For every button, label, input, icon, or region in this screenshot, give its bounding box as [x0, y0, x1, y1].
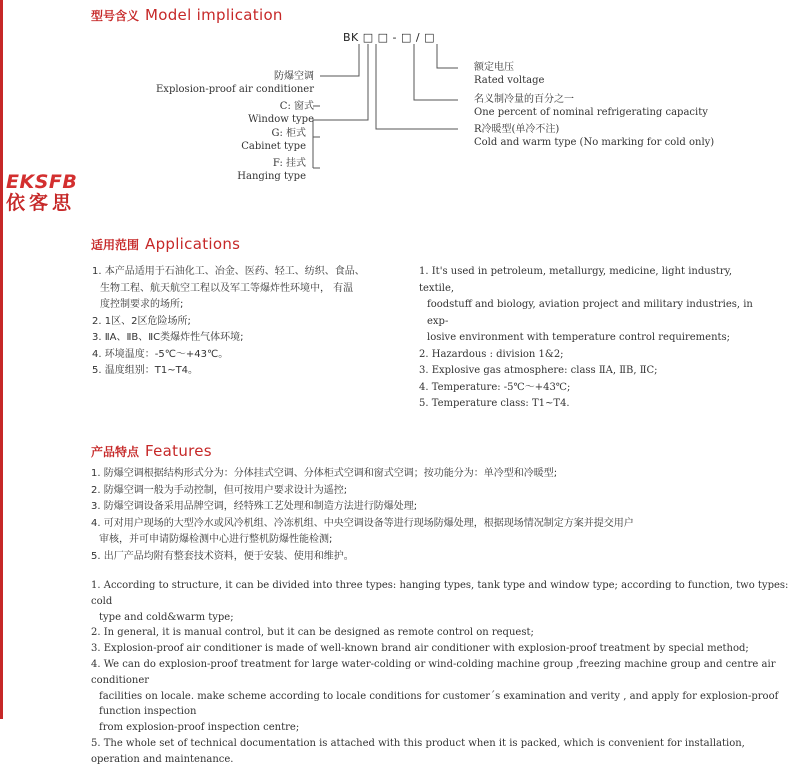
connector-capacity	[414, 44, 458, 100]
brand-logo	[6, 172, 77, 214]
label-cabinet-type	[241, 127, 306, 153]
section-title-zh: 型号含义	[91, 9, 140, 23]
list-item-line: 5. Temperature class: T1~T4.	[419, 398, 570, 409]
list-item	[91, 736, 791, 768]
label-zh: G: 柜式	[271, 128, 306, 139]
list-item	[92, 330, 402, 347]
list-item-line: 5. 出厂产品均附有整套技术资料，便于安装、使用和维护。	[91, 550, 354, 562]
label-zh: 防爆空调	[274, 71, 314, 82]
list-item-line: 1. 本产品适用于石油化工、冶金、医药、轻工、纺织、食品、	[92, 266, 365, 277]
section-title-features	[91, 441, 212, 460]
label-en: Rated voltage	[474, 75, 545, 86]
label-window-type	[248, 100, 314, 126]
label-en: Window type	[248, 114, 314, 125]
list-item-line: 5. 温度组别：T1~T4。	[92, 365, 199, 376]
label-explosion-proof	[156, 70, 314, 96]
list-item-continuation: losive environment with temperature control requirements;	[427, 332, 731, 343]
label-zh: 名义制冷量的百分之一	[474, 94, 574, 105]
list-item	[91, 625, 791, 641]
list-item-continuation: type and cold&warm type;	[99, 611, 234, 623]
list-item	[91, 466, 781, 483]
list-item-continuation: foodstuff and biology, aviation project and military industries, in exp-	[427, 299, 753, 327]
label-zh: R冷暖型(单冷不注)	[474, 124, 560, 135]
applications-list-zh	[92, 264, 402, 380]
features-list-zh	[91, 466, 781, 565]
list-item-line: 4. We can do explosion-proof treatment for large water-colding or wind-colding machine group ,freezing machine group and centre air conditioner	[91, 658, 776, 686]
section-title-applications	[91, 234, 240, 253]
list-item-continuation: 审核，并可申请防爆检测中心进行整机防爆性能检测;	[99, 534, 333, 545]
list-item	[91, 549, 781, 566]
section-title-en: Features	[145, 442, 212, 460]
list-item	[419, 347, 764, 364]
label-en: Cold and warm type (No marking for cold only)	[474, 137, 715, 148]
list-item-line: 4. Temperature: -5℃～+43℃;	[419, 381, 571, 393]
list-item	[92, 347, 402, 364]
list-item-line: 1. 防爆空调根据结构形式分为：分体挂式空调、分体柜式空调和窗式空调；按功能分为：单冷型和冷暖型;	[91, 468, 558, 479]
list-item-line: 5. The whole set of technical documentation is attached with this product when it is packed, which is convenient for installation, operation and maintenance.	[91, 737, 745, 765]
label-zh: C: 窗式	[279, 101, 314, 112]
list-item-line: 4. 可对用户现场的大型冷水或风冷机组、冷冻机组、中央空调设备等进行现场防爆处理，根据现场情况制定方案并提交用户	[91, 517, 634, 529]
list-item	[91, 483, 781, 500]
list-item-line: 2. Hazardous : division 1&2;	[419, 348, 564, 360]
list-item	[419, 264, 764, 347]
logo-zh: 依客思	[6, 192, 76, 214]
list-item-continuation: from explosion-proof inspection centre;	[99, 722, 300, 734]
list-item	[91, 499, 781, 516]
connector-rated-voltage	[437, 44, 458, 68]
section-title-zh: 适用范围	[91, 238, 140, 252]
list-item	[91, 578, 791, 625]
list-item-line: 2. 防爆空调一般为手动控制，但可按用户要求设计为遥控;	[91, 484, 348, 496]
label-zh: F: 挂式	[272, 158, 306, 169]
list-item	[91, 516, 781, 549]
list-item-line: 2. In general, it is manual control, but it can be designed as remote control on request;	[91, 627, 534, 639]
section-title-zh: 产品特点	[91, 445, 140, 459]
label-capacity	[474, 93, 708, 119]
list-item-line: 2. 1区、2区危险场所;	[92, 315, 191, 327]
features-list-en	[91, 578, 791, 768]
list-item	[419, 380, 764, 397]
list-item-line: 4. 环境温度：-5℃～+43℃。	[92, 348, 229, 360]
label-en: Hanging type	[237, 171, 306, 182]
list-item	[419, 396, 764, 413]
list-item	[419, 363, 764, 380]
label-hanging-type	[237, 157, 306, 183]
connector-cold-warm	[376, 44, 458, 129]
section-title-en: Model implication	[145, 6, 283, 24]
label-cold-warm	[474, 123, 714, 149]
list-item	[92, 314, 402, 331]
list-item-continuation: facilities on locale. make scheme according to locale conditions for customer΄s examination and verity , and apply for explosion-proof function inspection	[99, 690, 779, 718]
model-code: BK □ □ - □ / □	[343, 31, 435, 44]
list-item	[92, 264, 402, 314]
label-en: One percent of nominal refrigerating capacity	[474, 107, 708, 118]
list-item-line: 3. Explosion-proof air conditioner is made of well-known brand air conditioner with explosion-proof treatment by special method;	[91, 643, 749, 655]
label-zh: 额定电压	[474, 62, 514, 73]
list-item-continuation: 度控制要求的场所;	[100, 299, 184, 310]
list-item-line: 3. 防爆空调设备采用品牌空调，经特殊工艺处理和制造方法进行防爆处理;	[91, 501, 418, 512]
label-en: Cabinet type	[241, 141, 306, 152]
list-item-line: 3. Explosive gas atmosphere: class ⅡA, ⅡB, ⅡC;	[419, 365, 658, 376]
logo-text: EKSFB	[6, 171, 78, 193]
label-en: Explosion-proof air conditioner	[156, 84, 314, 95]
connector-type-ticks	[313, 106, 320, 168]
list-item-continuation: 生物工程、航天航空工程以及军工等爆炸性环境中， 有温	[100, 282, 354, 294]
connector-explosion-proof	[320, 44, 359, 76]
label-rated-voltage	[474, 61, 544, 87]
section-title-en: Applications	[145, 235, 241, 253]
list-item	[91, 657, 791, 736]
list-item-line: 3. ⅡA、ⅡB、ⅡC类爆炸性气体环境;	[92, 332, 244, 343]
list-item	[92, 363, 402, 380]
list-item-line: 1. It's used in petroleum, metallurgy, medicine, light industry, textile,	[419, 266, 733, 294]
applications-list-en	[419, 264, 764, 413]
connector-type	[313, 44, 368, 168]
list-item-line: 1. According to structure, it can be divided into three types: hanging types, tank type and window type; according to function, two types: cold	[91, 580, 789, 607]
list-item	[91, 641, 791, 657]
